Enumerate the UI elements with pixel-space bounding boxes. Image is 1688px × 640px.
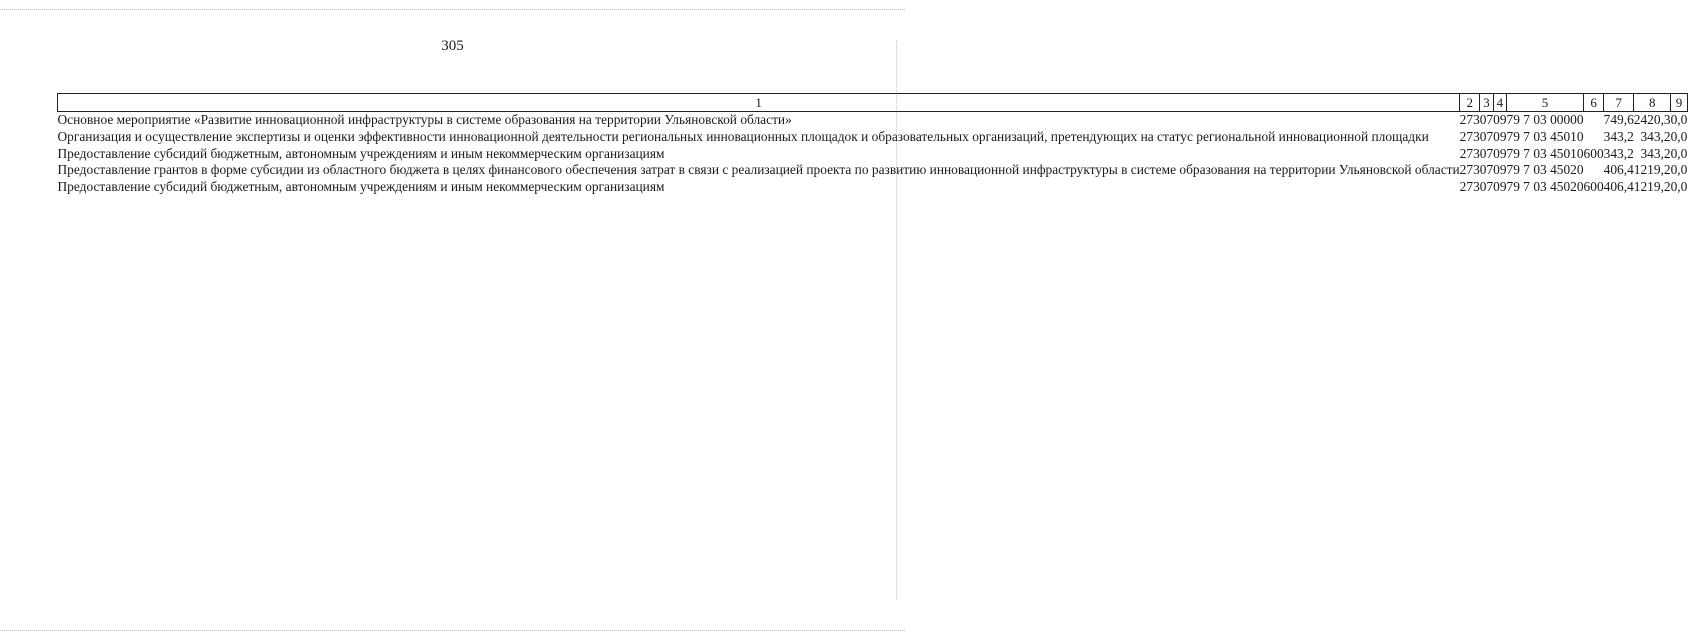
amount-9: 0,0 [1670,112,1688,127]
scan-edge-top [0,9,905,11]
expense-type: 600 [1583,179,1604,195]
code-3: 07 [1479,145,1494,161]
target-article: 79 7 03 45010 [1506,128,1584,144]
code-2: 273 [1459,162,1480,178]
header-row [58,94,1688,112]
amount-8: 2420,3 [1633,112,1671,127]
expense-type [1584,129,1604,146]
header-cell-6: 6 [1584,94,1604,112]
code-4: 09 [1493,145,1507,161]
code-4: 09 [1493,128,1507,144]
code-3: 07 [1479,112,1494,127]
budget-table [57,93,1688,196]
table-row [58,162,1688,179]
code-4: 09 [1493,179,1507,195]
expense-type: 600 [1583,145,1604,161]
header-cell-5: 5 [1507,94,1584,112]
amount-7: 749,6 [1603,112,1634,127]
target-article: 79 7 03 45010 [1506,145,1584,161]
header-cell-3: 3 [1480,94,1493,112]
table-row [58,146,1688,163]
table-row [58,112,1688,129]
amount-9: 0,0 [1670,145,1688,161]
amount-8: 343,2 [1640,145,1671,161]
table-row [58,129,1688,146]
header-cell-2: 2 [1460,94,1480,112]
code-4: 09 [1493,112,1507,127]
code-3: 07 [1479,128,1494,144]
item-name: Предоставление грантов в форме субсидии из областного бюджета в целях финансового обеспечения затрат в связи с реализацией проекта по развитию инновационной инфраструктуры в системе образования на территории Ульяновской области [57,162,1460,178]
amount-9: 0,0 [1670,179,1688,195]
amount-8: 1219,2 [1633,162,1671,178]
header-cell-7: 7 [1604,94,1634,112]
target-article: 79 7 03 00000 [1506,112,1584,127]
amount-8: 343,2 [1640,128,1671,144]
code-2: 273 [1459,179,1480,195]
page-number: 305 [441,38,464,54]
amount-8: 1219,2 [1633,179,1671,195]
item-name: Предоставление субсидий бюджетным, автономным учреждениям и иным некоммерческим организациям [57,179,665,195]
amount-7: 406,4 [1603,179,1634,195]
header-cell-4: 4 [1493,94,1506,112]
header-cell-1: 1 [58,94,1460,112]
table-row [58,179,1688,196]
target-article: 79 7 03 45020 [1506,162,1584,178]
amount-9: 0,0 [1670,162,1688,178]
amount-7: 343,2 [1603,145,1634,161]
header-cell-8: 8 [1634,94,1671,112]
item-name: Основное мероприятие «Развитие инновационной инфраструктуры в системе образования на территории Ульяновской области» [57,112,792,127]
item-name: Организация и осуществление экспертизы и оценки эффективности инновационной деятельности региональных инновационных площадок и образовательных организаций, претендующих на статус региональной инновационной площадки [57,128,1429,144]
expense-type [1584,162,1604,179]
code-4: 09 [1493,162,1507,178]
scan-edge-bottom [0,630,905,632]
code-2: 273 [1459,112,1480,127]
header-cell-9: 9 [1671,94,1688,112]
amount-9: 0,0 [1670,128,1688,144]
target-article: 79 7 03 45020 [1506,179,1584,195]
amount-7: 343,2 [1603,128,1634,144]
expense-type [1584,112,1604,129]
code-2: 273 [1459,145,1480,161]
item-name: Предоставление субсидий бюджетным, автономным учреждениям и иным некоммерческим организациям [57,145,665,161]
code-3: 07 [1479,179,1494,195]
amount-7: 406,4 [1603,162,1634,178]
code-3: 07 [1479,162,1494,178]
code-2: 273 [1459,128,1480,144]
